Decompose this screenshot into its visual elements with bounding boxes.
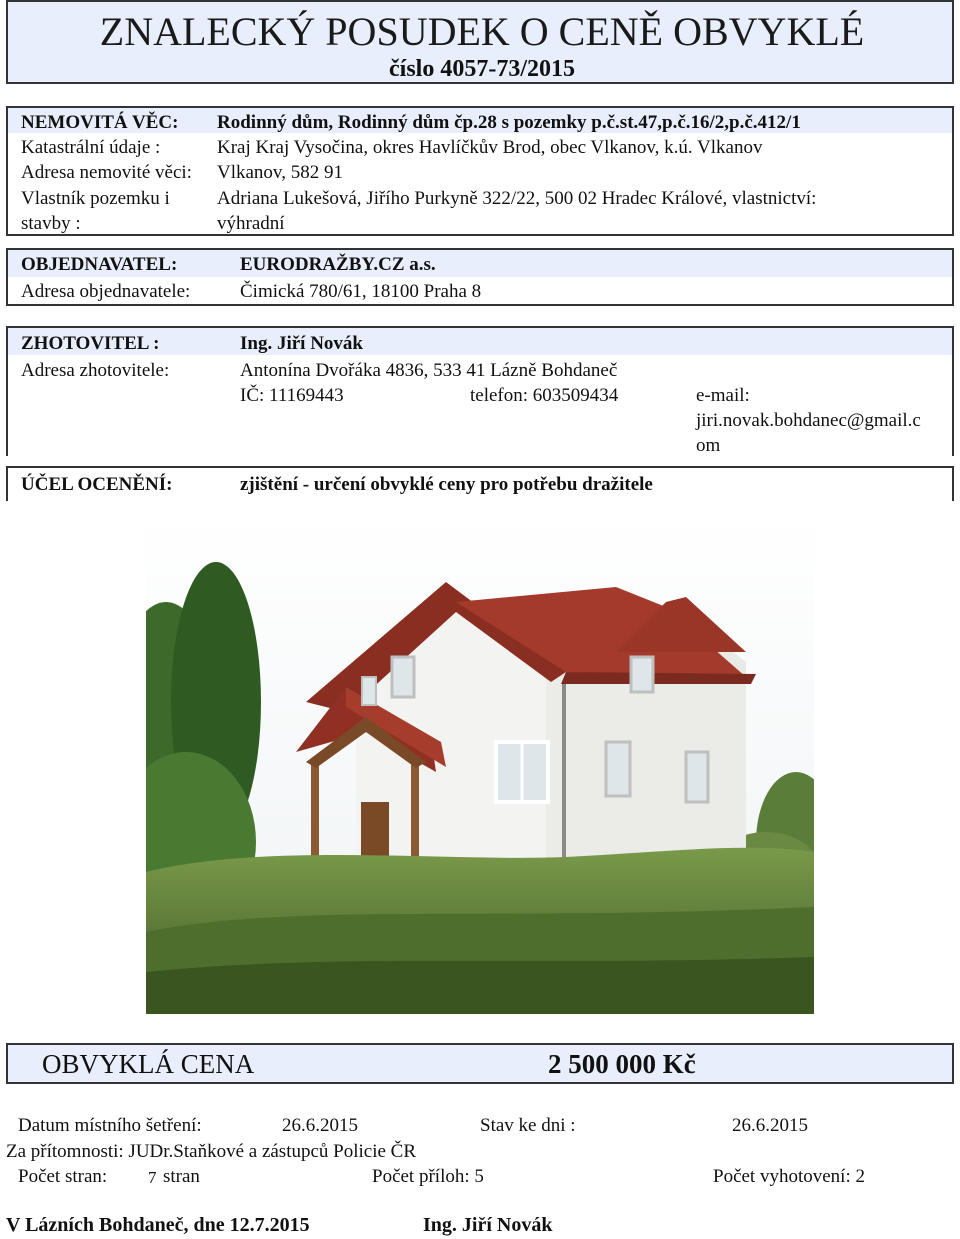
document-number: číslo 4057-73/2015	[389, 56, 575, 82]
contractor-phone: telefon: 603509434	[470, 385, 619, 406]
client-address-label: Adresa objednavatele:	[21, 281, 191, 302]
purpose-value: zjištění - určení obvyklé ceny pro potřebu dražitele	[240, 474, 653, 495]
contractor-value: Ing. Jiří Novák	[240, 333, 363, 354]
owner-value-line2: výhradní	[217, 213, 285, 234]
price-section	[6, 1043, 954, 1084]
cadastral-label: Katastrální údaje :	[21, 137, 161, 158]
state-date: 26.6.2015	[732, 1115, 808, 1136]
property-label: NEMOVITÁ VĚC:	[21, 112, 179, 133]
place-date: V Lázních Bohdaneč, dne 12.7.2015	[6, 1214, 310, 1236]
property-value: Rodinný dům, Rodinný dům čp.28 s pozemky p.č.st.47,p.č.16/2,p.č.412/1	[217, 112, 801, 133]
house-illustration	[146, 512, 814, 1014]
cadastral-value: Kraj Kraj Vysočina, okres Havlíčkův Brod, obec Vlkanov, k.ú. Vlkanov	[217, 137, 763, 158]
document-title: ZNALECKÝ POSUDEK O CENĚ OBVYKLÉ	[99, 9, 865, 54]
contractor-ic: IČ: 11169443	[240, 385, 344, 406]
client-address-value: Čimická 780/61, 18100 Praha 8	[240, 281, 482, 302]
client-label: OBJEDNAVATEL:	[21, 254, 178, 275]
contractor-section	[6, 326, 954, 456]
pages-count: 7	[148, 1168, 157, 1187]
signature: Ing. Jiří Novák	[423, 1214, 553, 1236]
purpose-section	[6, 466, 954, 501]
header-box	[6, 0, 954, 84]
client-section	[6, 248, 954, 306]
pages-label: Počet stran:	[18, 1166, 108, 1187]
owner-value-line1: Adriana Lukešová, Jiřího Purkyně 322/22, 500 02 Hradec Králové, vlastnictví:	[217, 188, 817, 209]
inspection-date: 26.6.2015	[282, 1115, 358, 1136]
state-date-label: Stav ke dni :	[480, 1115, 576, 1136]
property-section	[6, 106, 954, 236]
contractor-address-value: Antonína Dvořáka 4836, 533 41 Lázně Bohdaneč	[240, 360, 618, 381]
client-value: EURODRAŽBY.CZ a.s.	[240, 254, 436, 275]
copies-count: Počet vyhotovení: 2	[713, 1166, 865, 1187]
contractor-email-line1: jiri.novak.bohdanec@gmail.c	[696, 410, 921, 431]
contractor-email-line2: om	[696, 435, 721, 456]
owner-label-line2: stavby :	[21, 213, 81, 234]
presence-note: Za přítomnosti: JUDr.Staňkové a zástupců Policie ČR	[6, 1141, 417, 1162]
contractor-address-label: Adresa zhotovitele:	[21, 360, 170, 381]
purpose-label: ÚČEL OCENĚNÍ:	[21, 474, 173, 495]
pages-unit: stran	[163, 1166, 200, 1187]
attachments-count: Počet příloh: 5	[372, 1166, 484, 1187]
grass	[146, 848, 814, 1014]
property-address-value: Vlkanov, 582 91	[217, 162, 343, 183]
house-photo	[146, 512, 814, 1014]
inspection-date-label: Datum místního šetření:	[18, 1115, 202, 1136]
property-address-label: Adresa nemovité věci:	[21, 162, 192, 183]
price-value: 2 500 000 Kč	[548, 1049, 696, 1079]
contractor-label: ZHOTOVITEL :	[21, 333, 160, 354]
price-label: OBVYKLÁ CENA	[42, 1049, 255, 1079]
contractor-email-label: e-mail:	[696, 385, 750, 406]
owner-label-line1: Vlastník pozemku i	[21, 188, 170, 209]
